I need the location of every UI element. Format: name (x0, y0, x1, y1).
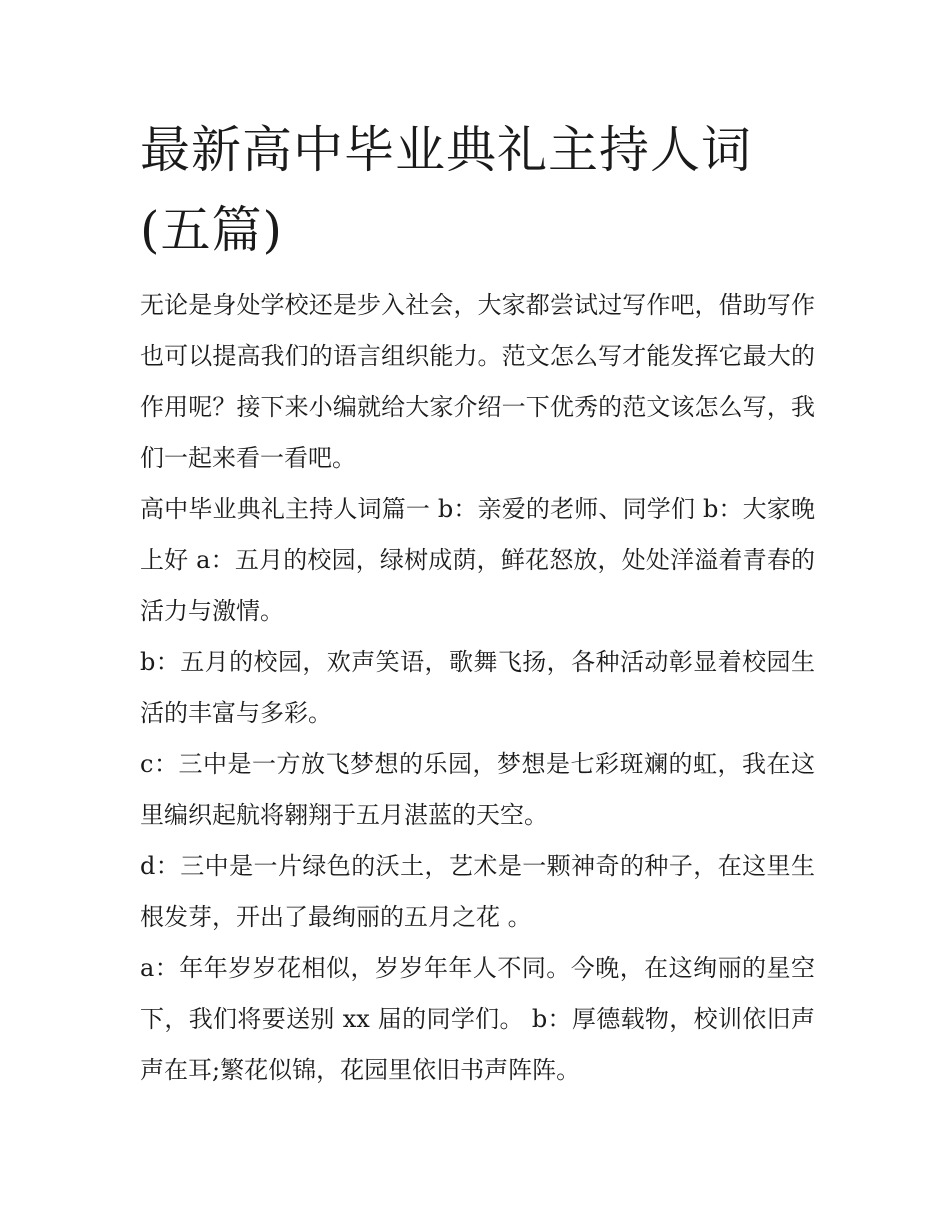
paragraph-d-soil: d：三中是一片绿色的沃土，艺术是一颗神奇的种子，在这里生根发芽，开出了最绚丽的五月之花 。 (140, 852, 815, 931)
paragraph-intro: 无论是身处学校还是步入社会，大家都尝试过写作吧，借助写作也可以提高我们的语言组织能力。范文怎么写才能发挥它最大的作用呢？接下来小编就给大家介绍一下优秀的范文该怎么写，我们一起来看一看吧。 (140, 291, 815, 472)
paragraph-opening: 高中毕业典礼主持人词篇一 b：亲爱的老师、同学们 b：大家晚上好 a：五月的校园，绿树成荫，鲜花怒放，处处洋溢着青春的活力与激情。 (140, 495, 815, 625)
paragraph-a-farewell: a：年年岁岁花相似，岁岁年年人不同。今晚，在这绚丽的星空下，我们将要送别 xx 届的同学们。 b：厚德载物，校训依旧声声在耳;繁花似锦，花园里依旧书声阵阵。 (140, 954, 815, 1084)
paragraph-c-dream: c：三中是一方放飞梦想的乐园，梦想是七彩斑斓的虹，我在这里编织起航将翱翔于五月湛蓝的天空。 (140, 750, 815, 829)
document-title: 最新高中毕业典礼主持人词(五篇) (140, 121, 752, 259)
document-page (140, 110, 815, 1096)
paragraph-b-may: b：五月的校园，欢声笑语，歌舞飞扬，各种活动彰显着校园生活的丰富与多彩。 (140, 648, 815, 727)
